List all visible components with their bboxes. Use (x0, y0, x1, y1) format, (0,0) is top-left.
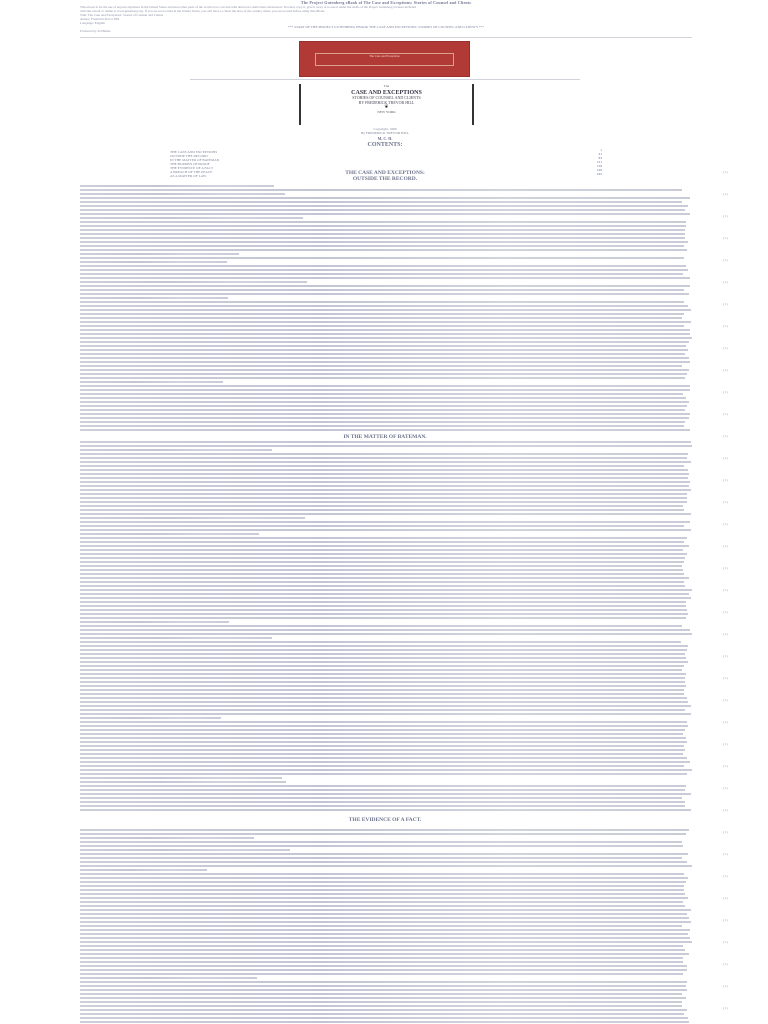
text-line (80, 257, 684, 259)
text-line (80, 849, 290, 851)
text-line (80, 885, 684, 887)
text-line (80, 421, 685, 423)
text-line (80, 281, 307, 283)
text-line (80, 345, 686, 347)
text-line (80, 241, 688, 243)
text-line (80, 461, 691, 463)
text-line (80, 645, 688, 647)
text-line (80, 773, 687, 775)
text-line (80, 249, 687, 251)
text-line (80, 657, 686, 659)
text-line (80, 633, 692, 635)
text-line (80, 309, 691, 311)
text-line (80, 513, 691, 515)
text-line (80, 593, 689, 595)
text-line (80, 413, 690, 415)
ornament-icon: ❦ (384, 105, 389, 110)
title-publisher: NEW YORK (377, 110, 396, 114)
text-line (80, 577, 689, 579)
text-line (80, 705, 691, 707)
text-line (80, 789, 685, 791)
text-line (80, 629, 690, 631)
text-line (80, 377, 685, 379)
text-line (80, 473, 689, 475)
text-line (80, 981, 687, 983)
text-line (80, 505, 683, 507)
text-line (80, 489, 691, 491)
title-page-image (299, 84, 474, 125)
text-line (80, 681, 685, 683)
text-line (80, 401, 689, 403)
text-line (80, 253, 239, 255)
text-line (80, 329, 690, 331)
text-line (80, 621, 229, 623)
text-line (80, 521, 690, 523)
chapter-subheading: OUTSIDE THE RECORD. (352, 176, 418, 182)
text-line (80, 1009, 687, 1011)
page-number: {1} (722, 940, 728, 944)
text-line (80, 897, 688, 899)
text-line (80, 853, 688, 855)
text-line (80, 745, 684, 747)
text-line (80, 301, 684, 303)
text-line (80, 845, 683, 847)
contents-page-link[interactable]: 159 (596, 164, 602, 168)
text-line (80, 501, 687, 503)
text-line (80, 233, 685, 235)
text-line (80, 805, 685, 807)
page-number: {1} (722, 412, 728, 416)
text-line (80, 585, 685, 587)
text-line (80, 949, 685, 951)
page-number: {1} (722, 236, 728, 240)
text-line (80, 561, 684, 563)
contents-page-link[interactable]: 121 (596, 160, 602, 164)
text-line (80, 573, 684, 575)
divider (80, 37, 692, 38)
text-line (80, 209, 685, 211)
page-number: {1} (722, 962, 728, 966)
page-number: {1} (722, 192, 728, 196)
page-number: {1} (722, 676, 728, 680)
page-number: {1} (722, 874, 728, 878)
title-main: CASE AND EXCEPTIONS (351, 90, 422, 96)
text-line (80, 201, 682, 203)
chapter-heading: THE EVIDENCE OF A FACT. (348, 817, 422, 823)
text-line (80, 493, 687, 495)
text-line (80, 537, 687, 539)
page-number: {1} (722, 610, 728, 614)
text-line (80, 425, 684, 427)
text-line (80, 485, 689, 487)
text-line (80, 313, 684, 315)
text-line (80, 193, 285, 195)
page-number: {1} (722, 214, 728, 218)
contents-item: THE EVIDENCE OF A FACT (170, 166, 214, 170)
text-line (80, 701, 688, 703)
text-line (80, 777, 282, 779)
text-line (80, 229, 685, 231)
contents-page-link[interactable]: 83 (598, 156, 602, 160)
dedication: M. C. H. (377, 136, 393, 141)
chapter-heading: THE CASE AND EXCEPTIONS: (345, 170, 425, 176)
text-line (80, 337, 692, 339)
text-line (80, 497, 687, 499)
text-line (80, 349, 688, 351)
page-number: {1} (722, 258, 728, 262)
contents-item: A BREACH OF THE PEACE (170, 170, 213, 174)
text-line (80, 969, 687, 971)
text-line (80, 713, 691, 715)
text-line (80, 325, 684, 327)
text-line (80, 917, 689, 919)
text-line (80, 929, 690, 931)
text-line (80, 385, 690, 387)
text-line (80, 321, 691, 323)
text-line (80, 289, 684, 291)
text-line (80, 453, 688, 455)
page-number: {1} (722, 918, 728, 922)
page-number: {1} (722, 456, 728, 460)
text-line (80, 641, 681, 643)
text-line (80, 397, 686, 399)
text-line (80, 293, 689, 295)
text-line (80, 833, 686, 835)
text-line (80, 637, 272, 639)
text-line (80, 333, 690, 335)
text-line (80, 517, 305, 519)
page-number: {1} (722, 500, 728, 504)
text-line (80, 625, 682, 627)
text-line (80, 809, 691, 811)
text-line (80, 953, 689, 955)
text-line (80, 993, 682, 995)
page-number: {1} (722, 368, 728, 372)
text-line (80, 861, 687, 863)
license-line: with this ebook or online at www.gutenberg.org. If you are not located in the United States, you will have to check the laws of the country where you are located before using this eBook. (80, 9, 326, 13)
text-line (80, 925, 682, 927)
text-line (80, 905, 685, 907)
text-line (80, 597, 691, 599)
contents-item: THE CASE AND EXCEPTIONS (170, 150, 218, 154)
text-line (80, 965, 687, 967)
text-line (80, 1021, 689, 1023)
text-line (80, 457, 687, 459)
text-line (80, 273, 683, 275)
ebook-title: The Project Gutenberg eBook of The Case and Exceptions: Stories of Counsel and Clients (300, 0, 472, 5)
text-line (80, 873, 684, 875)
text-line (80, 409, 685, 411)
text-line (80, 685, 686, 687)
text-line (80, 553, 687, 555)
text-line (80, 189, 682, 191)
text-line (80, 689, 684, 691)
text-line (80, 693, 684, 695)
text-line (80, 365, 682, 367)
text-line (80, 881, 686, 883)
page-number: {1} (722, 522, 728, 526)
text-line (80, 793, 691, 795)
meta-language: Language: English (80, 21, 105, 25)
text-line (80, 901, 683, 903)
contents-item: THE BURDEN OF PROOF (170, 162, 210, 166)
text-line (80, 357, 689, 359)
text-line (80, 721, 687, 723)
text-line (80, 609, 687, 611)
text-line (80, 481, 690, 483)
text-line (80, 725, 688, 727)
text-line (80, 945, 683, 947)
text-line (80, 405, 687, 407)
text-line (80, 353, 685, 355)
text-line (80, 989, 687, 991)
cover-label (315, 53, 454, 66)
text-line (80, 277, 690, 279)
text-line (80, 549, 683, 551)
text-line (80, 757, 687, 759)
page-number: {1} (722, 764, 728, 768)
text-line (80, 469, 688, 471)
contents-page-link[interactable]: 199 (596, 168, 602, 172)
text-line (80, 545, 689, 547)
text-line (80, 737, 686, 739)
contents-page-link[interactable]: 1 (600, 148, 602, 152)
text-line (80, 733, 683, 735)
text-line (80, 393, 683, 395)
text-line (80, 909, 691, 911)
title-author: BY FREDERICK TREVOR HILL (358, 99, 415, 105)
text-line (80, 317, 682, 319)
text-line (80, 265, 686, 267)
text-line (80, 297, 228, 299)
cover-label-text: The Case and Exceptions (369, 54, 400, 58)
text-line (80, 369, 689, 371)
text-line (80, 389, 690, 391)
text-line (80, 477, 688, 479)
copyright-block (260, 127, 510, 135)
text-line (80, 465, 684, 467)
text-line (80, 601, 686, 603)
copyright-line: By FREDERICK TREVOR HILL (360, 131, 410, 135)
page-number: {1} (722, 588, 728, 592)
text-line (80, 225, 686, 227)
text-line (80, 829, 689, 831)
text-line (80, 661, 688, 663)
text-line (80, 653, 685, 655)
page-number: {1} (722, 544, 728, 548)
text-line (80, 697, 687, 699)
text-line (80, 869, 207, 871)
contents-item: IN THE MATTER OF BATEMAN (170, 158, 220, 162)
page-number: {1} (722, 632, 728, 636)
text-line (80, 509, 684, 511)
page-number: {1} (722, 742, 728, 746)
license-line: This ebook is for the use of anyone anywhere in the United States and most other parts of the world at no cost and with almost no restrictions whatsoever. You may copy it, give it away or re-use it under the terms of the Project Gutenberg License included (80, 5, 416, 9)
text-line (80, 765, 684, 767)
text-line (80, 1001, 682, 1003)
title-pre: The (383, 84, 390, 88)
text-line (80, 781, 286, 783)
page-number: {1} (722, 984, 728, 988)
text-line (80, 541, 684, 543)
text-line (80, 937, 690, 939)
text-line (80, 1013, 684, 1015)
contents-page-links (582, 148, 602, 176)
page-number: {1} (722, 346, 728, 350)
text-line (80, 429, 690, 431)
text-line (80, 237, 685, 239)
text-line (80, 617, 686, 619)
text-line (80, 417, 689, 419)
page-number: {1} (722, 896, 728, 900)
text-line (80, 613, 688, 615)
text-line (80, 221, 686, 223)
contents-item: AS A MATTER OF LAW (170, 174, 207, 178)
text-line (80, 673, 686, 675)
text-line (80, 197, 690, 199)
contents-item: OUTSIDE THE RECORD (170, 154, 208, 158)
page-number: {1} (722, 280, 728, 284)
copyright-line: Copyright, 1900 (373, 127, 397, 131)
page-number: {1} (722, 566, 728, 570)
text-line (80, 753, 683, 755)
text-line (80, 677, 685, 679)
text-line (80, 185, 274, 187)
text-line (80, 841, 682, 843)
text-line (80, 717, 221, 719)
text-line (80, 913, 687, 915)
text-line (80, 285, 690, 287)
text-line (80, 533, 259, 535)
text-line (80, 665, 684, 667)
text-line (80, 361, 690, 363)
start-marker: *** START OF THE PROJECT GUTENBERG EBOOK THE CASE AND EXCEPTIONS: STORIES OF COUNSEL AND CLIENTS *** (287, 25, 485, 29)
text-line (80, 893, 685, 895)
text-line (80, 921, 691, 923)
text-line (80, 525, 684, 527)
text-line (80, 997, 686, 999)
text-line (80, 797, 682, 799)
page-number: {1} (722, 808, 728, 812)
text-line (80, 261, 227, 263)
text-line (80, 649, 687, 651)
meta-title: Title: The Case and Exceptions: Stories of Counsel and Clients (80, 13, 164, 17)
text-line (80, 669, 682, 671)
page-number: {1} (722, 830, 728, 834)
text-line (80, 957, 683, 959)
text-line (80, 213, 690, 215)
contents-page-link[interactable]: 41 (598, 152, 602, 156)
text-line (80, 569, 683, 571)
page-number: {1} (722, 786, 728, 790)
book-cover-image (299, 41, 470, 77)
text-line (80, 589, 692, 591)
contents-heading: CONTENTS: (367, 142, 403, 148)
text-line (80, 933, 688, 935)
text-line (80, 709, 685, 711)
text-line (80, 857, 682, 859)
text-line (80, 269, 688, 271)
text-line (80, 985, 686, 987)
text-line (80, 941, 692, 943)
text-line (80, 761, 690, 763)
text-line (80, 305, 688, 307)
text-line (80, 565, 682, 567)
text-line (80, 341, 689, 343)
chapter-heading: IN THE MATTER OF BATEMAN. (343, 434, 427, 440)
text-line (80, 729, 685, 731)
text-line (80, 373, 687, 375)
text-line (80, 977, 257, 979)
text-line (80, 441, 691, 443)
text-line (80, 801, 685, 803)
text-line (80, 1017, 688, 1019)
text-line (80, 557, 685, 559)
page-number: {1} (722, 654, 728, 658)
text-line (80, 961, 683, 963)
text-line (80, 837, 254, 839)
divider (190, 79, 580, 80)
page-number: {1} (722, 302, 728, 306)
text-line (80, 889, 684, 891)
title-sub: STORIES OF COUNSEL AND CLIENTS (352, 95, 421, 100)
text-line (80, 529, 691, 531)
page-number: {1} (722, 170, 728, 174)
meta-author: Author: Frederick Trevor Hill (80, 17, 120, 21)
ebook-header (80, 0, 692, 33)
page-number: {1} (722, 434, 728, 438)
text-line (80, 785, 686, 787)
text-line (80, 973, 683, 975)
text-line (80, 581, 684, 583)
page-number: {1} (722, 1006, 728, 1010)
page-number: {1} (722, 852, 728, 856)
text-line (80, 865, 692, 867)
page-number: {1} (722, 324, 728, 328)
text-line (80, 1005, 682, 1007)
text-line (80, 449, 272, 451)
text-line (80, 741, 687, 743)
text-line (80, 605, 686, 607)
page-number: {1} (722, 720, 728, 724)
text-line (80, 217, 303, 219)
page-number: {1} (722, 478, 728, 482)
text-line (80, 245, 684, 247)
page-number: {1} (722, 390, 728, 394)
contents-page-link[interactable]: 245 (596, 172, 602, 176)
text-line (80, 205, 688, 207)
page-number: {1} (722, 698, 728, 702)
text-line (80, 877, 688, 879)
text-line (80, 769, 692, 771)
text-line (80, 381, 223, 383)
text-line (80, 749, 685, 751)
text-line (80, 445, 692, 447)
credit-line: Produced by Al Haines (80, 29, 111, 33)
